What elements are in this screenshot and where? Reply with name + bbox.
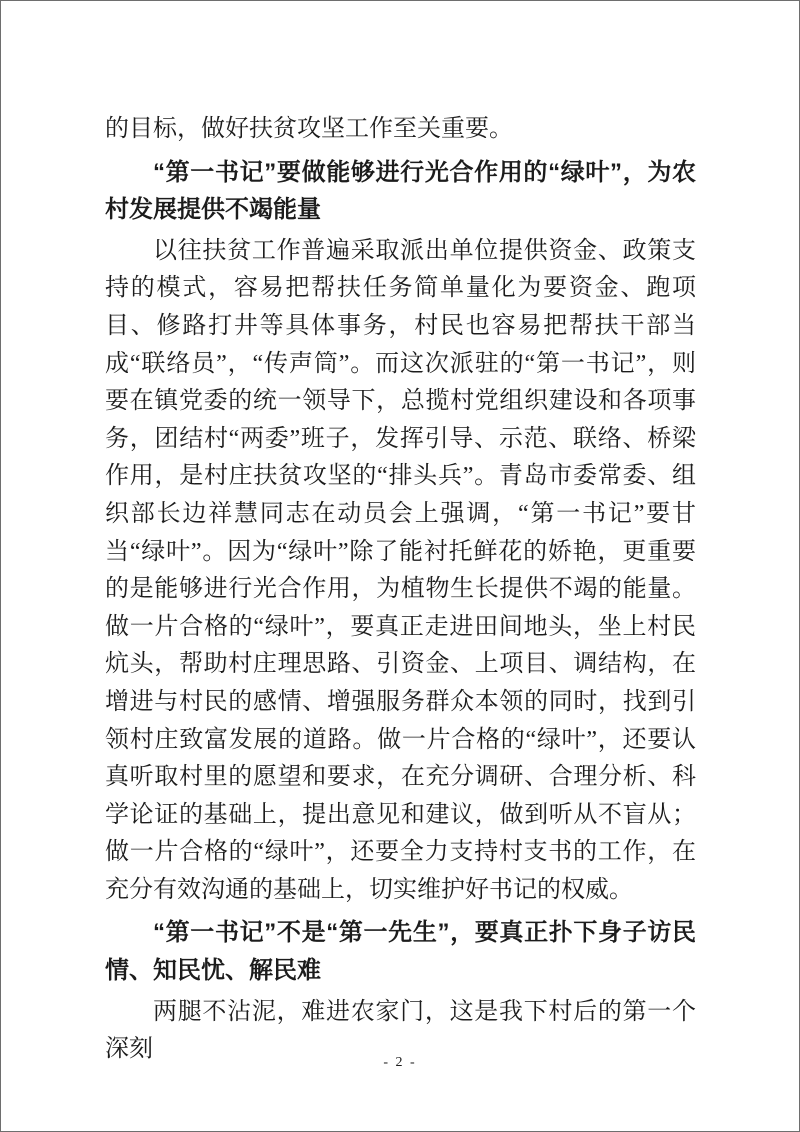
- section-heading-first-secretary: “第一书记”不是“第一先生”，要真正扑下身子访民情、知民忧、解民难: [105, 919, 696, 985]
- paragraph-continuation: 的目标，做好扶贫攻坚工作至关重要。: [105, 116, 513, 142]
- page-body: [105, 111, 696, 1069]
- paragraph-green-leaf-body: 以往扶贫工作普遍采取派出单位提供资金、政策支持的模式，容易把帮扶任务简单量化为要资金、跑项目、修路打井等具体事务，村民也容易把帮扶干部当成“联络员”，“传声筒”。而这次派驻的“第一书记”，则要在镇党委的统一领导下，总揽村党组织建设和各项事务，团结村“两委”班子，发挥引导、示范、联络、桥梁作用，是村庄扶贫攻坚的“排头兵”。青岛市委常委、组织部长边祥慧同志在动员会上强调，“第一书记”要甘当“绿叶”。因为“绿叶”除了能衬托鲜花的娇艳，更重要的是能够进行光合作用，为植物生长提供不竭的能量。做一片合格的“绿叶”，要真正走进田间地头，坐上村民炕头，帮助村庄理思路、引资金、上项目、调结构，在增进与村民的感情、增强服务群众本领的同时，找到引领村庄致富发展的道路。做一片合格的“绿叶”，还要认真听取村里的愿望和要求，在充分调研、合理分析、科学论证的基础上，提出意见和建议，做到听从不盲从；做一片合格的“绿叶”，还要全力支持村支书的工作，在充分有效沟通的基础上，切实维护好书记的权威。: [105, 237, 696, 903]
- page-number: - 2 -: [383, 1055, 417, 1070]
- section-heading-green-leaf: “第一书记”要做能够进行光合作用的“绿叶”，为农村发展提供不竭能量: [105, 158, 696, 224]
- paragraph-visit-villagers: 两腿不沾泥，难进农家门，这是我下村后的第一个深刻: [105, 998, 696, 1063]
